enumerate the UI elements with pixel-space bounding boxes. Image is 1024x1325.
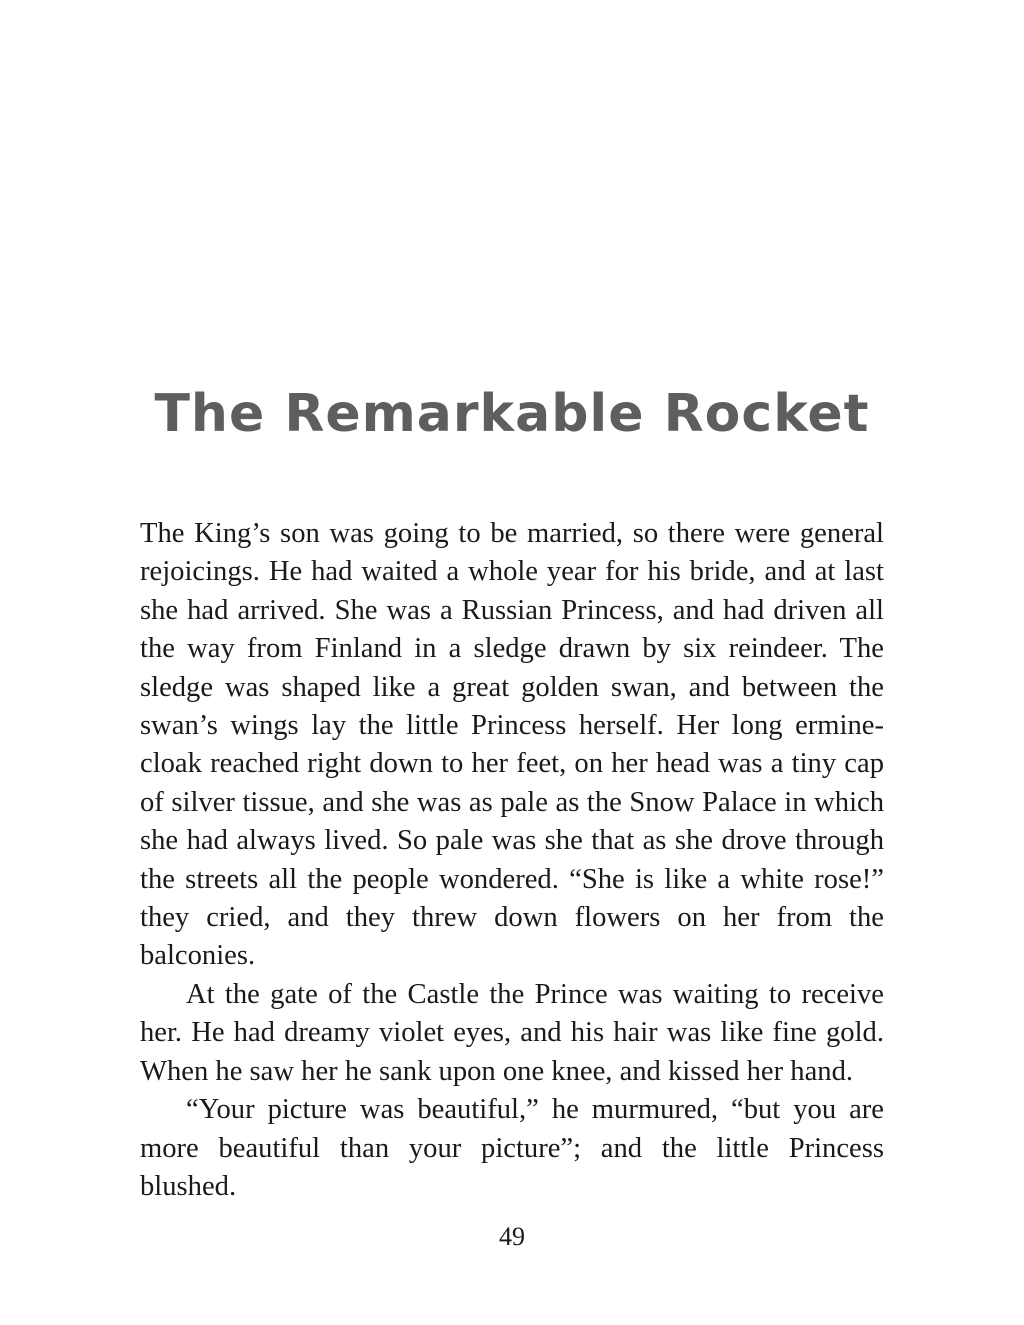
paragraph-3: “Your picture was beautiful,” he murmured, “but you are more beautiful than your picture”; and the little Princess blushed. bbox=[140, 1094, 884, 1202]
page-number: 49 bbox=[499, 1222, 525, 1251]
paragraph-2: At the gate of the Castle the Prince was waiting to receive her. He had dreamy violet eyes, and his hair was like fine gold. When he saw her he sank upon one knee, and kissed her hand. bbox=[140, 978, 884, 1087]
paragraph-1: The King’s son was going to be married, so there were general rejoicings. He had waited a whole year for his bride, and at last she had arrived. She was a Russian Princess, and had driven all the way from Finland in a sledge drawn by six reindeer. The sledge was shaped like a great golden swan, and between the swan’s wings lay the little Princess herself. Her long ermine-cloak reached right down to her feet, on her head was a tiny cap of silver tissue, and she was as pale as the Snow Palace in which she had always lived. So pale was she that as she drove through the streets all the people wondered. “She is like a white rose!” they cried, and they threw down flowers on her from the balconies. bbox=[140, 518, 884, 972]
chapter-title: The Remarkable Rocket bbox=[154, 384, 870, 444]
chapter-body bbox=[140, 515, 884, 1206]
